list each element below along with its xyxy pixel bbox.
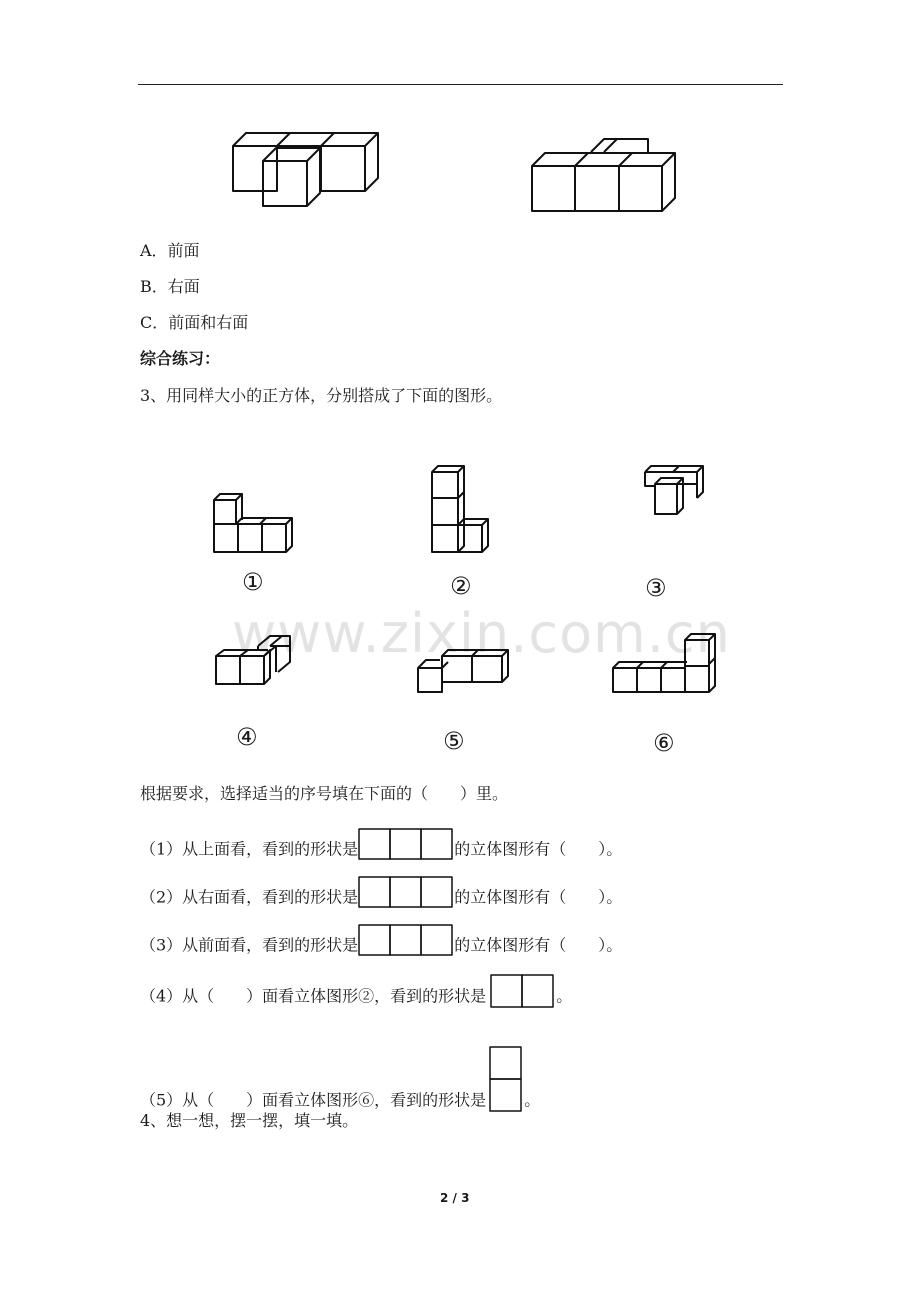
figure-number-4: ④ (236, 723, 258, 751)
item-2 (140, 882, 622, 914)
item-2-suffix: 的立体图形有（ ）。 (454, 887, 623, 907)
option-c: C．前面和右面 (140, 313, 249, 332)
item-5-vertical-two-squares-shape (488, 1046, 524, 1112)
question-3-instruction: 根据要求，选择适当的序号填在下面的（ ）里。 (140, 784, 509, 803)
page-number: 2 / 3 (440, 1191, 470, 1205)
figure-1-cubes (210, 490, 300, 556)
figure-number-2: ② (450, 572, 472, 600)
watermark: www.zixin.com.cn (232, 602, 731, 665)
header-rule (138, 84, 783, 85)
option-a: A．前面 (140, 241, 200, 260)
item-1-suffix: 的立体图形有（ ）。 (454, 839, 623, 859)
figure-number-3: ③ (645, 574, 667, 602)
item-1-prefix: （1）从上面看，看到的形状是 (140, 839, 359, 859)
cube-figure-top-right (527, 130, 682, 216)
question-3-prompt: 3、用同样大小的正方体，分别搭成了下面的图形。 (140, 386, 503, 405)
figure-2-cubes (428, 462, 494, 556)
item-3-prefix: （3）从前面看，看到的形状是 (140, 935, 359, 955)
cube-figure-top-left (228, 128, 388, 212)
figure-number-1: ① (242, 568, 264, 596)
item-2-three-squares-shape (358, 876, 454, 908)
item-4-two-squares-shape (490, 974, 556, 1008)
item-1 (140, 834, 622, 866)
item-5-prefix: （5）从（ ）面看立体图形⑥，看到的形状是 (140, 1090, 487, 1110)
item-3-three-squares-shape (358, 924, 454, 956)
item-1-three-squares-shape (358, 828, 454, 860)
figure-3-cubes (641, 462, 709, 520)
figure-number-6: ⑥ (653, 729, 675, 757)
item-5-suffix: 。 (524, 1090, 541, 1110)
item-4-suffix: 。 (556, 986, 573, 1006)
section-title: 综合练习： (140, 349, 221, 368)
item-4-prefix: （4）从（ ）面看立体图形②，看到的形状是 (140, 986, 487, 1006)
item-3 (140, 930, 622, 962)
figure-number-5: ⑤ (443, 727, 465, 755)
option-b: B．右面 (140, 277, 200, 296)
question-4-prompt: 4、想一想，摆一摆，填一填。 (140, 1111, 359, 1130)
item-2-prefix: （2）从右面看，看到的形状是 (140, 887, 359, 907)
item-3-suffix: 的立体图形有（ ）。 (454, 935, 623, 955)
item-4 (140, 980, 572, 1014)
